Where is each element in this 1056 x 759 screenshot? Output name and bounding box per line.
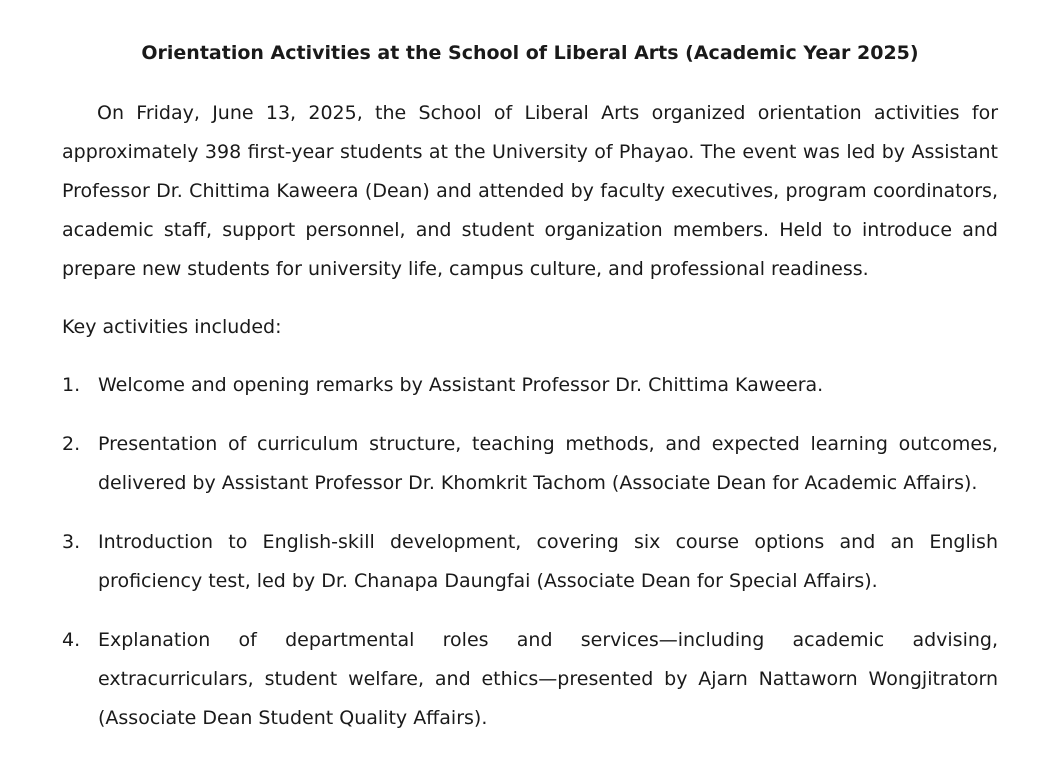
- activity-text: Welcome and opening remarks by Assistant Professor Dr. Chittima Kaweera.: [98, 374, 824, 396]
- activity-text: Introduction to English-skill development, covering six course options and an English proficiency test, led by Dr. Chanapa Daungfai (Associate Dean for Special Affairs).: [98, 531, 998, 592]
- activity-item: [62, 621, 998, 738]
- intro-paragraph: On Friday, June 13, 2025, the School of Liberal Arts organized orientation activities for approximately 398 first-year students at the University of Phayao. The event was led by Assistant Professor Dr. Chittima Kaweera (Dean) and attended by faculty executives, program coordinators, academic staff, support personnel, and student organization members. Held to introduce and prepare new students for university life, campus culture, and professional readiness.: [62, 102, 998, 280]
- activity-text: Presentation of curriculum structure, teaching methods, and expected learning outcomes, delivered by Assistant Professor Dr. Khomkrit Tachom (Associate Dean for Academic Affairs).: [98, 433, 998, 494]
- activity-number: 3.: [62, 531, 81, 553]
- document-title: Orientation Activities at the School of Liberal Arts (Academic Year 2025): [141, 42, 919, 64]
- activity-item: [62, 523, 998, 601]
- activity-item: [62, 366, 998, 405]
- activity-text: Explanation of departmental roles and services—including academic advising, extracurriculars, student welfare, and ethics—presented by Ajarn Nattaworn Wongjitratorn (Associate Dean Student Quality Affairs).: [98, 629, 998, 729]
- activity-number: 4.: [62, 629, 81, 651]
- key-activities-label: Key activities included:: [62, 316, 282, 338]
- activity-item: [62, 425, 998, 503]
- activity-number: 2.: [62, 433, 81, 455]
- activity-number: 1.: [62, 374, 81, 396]
